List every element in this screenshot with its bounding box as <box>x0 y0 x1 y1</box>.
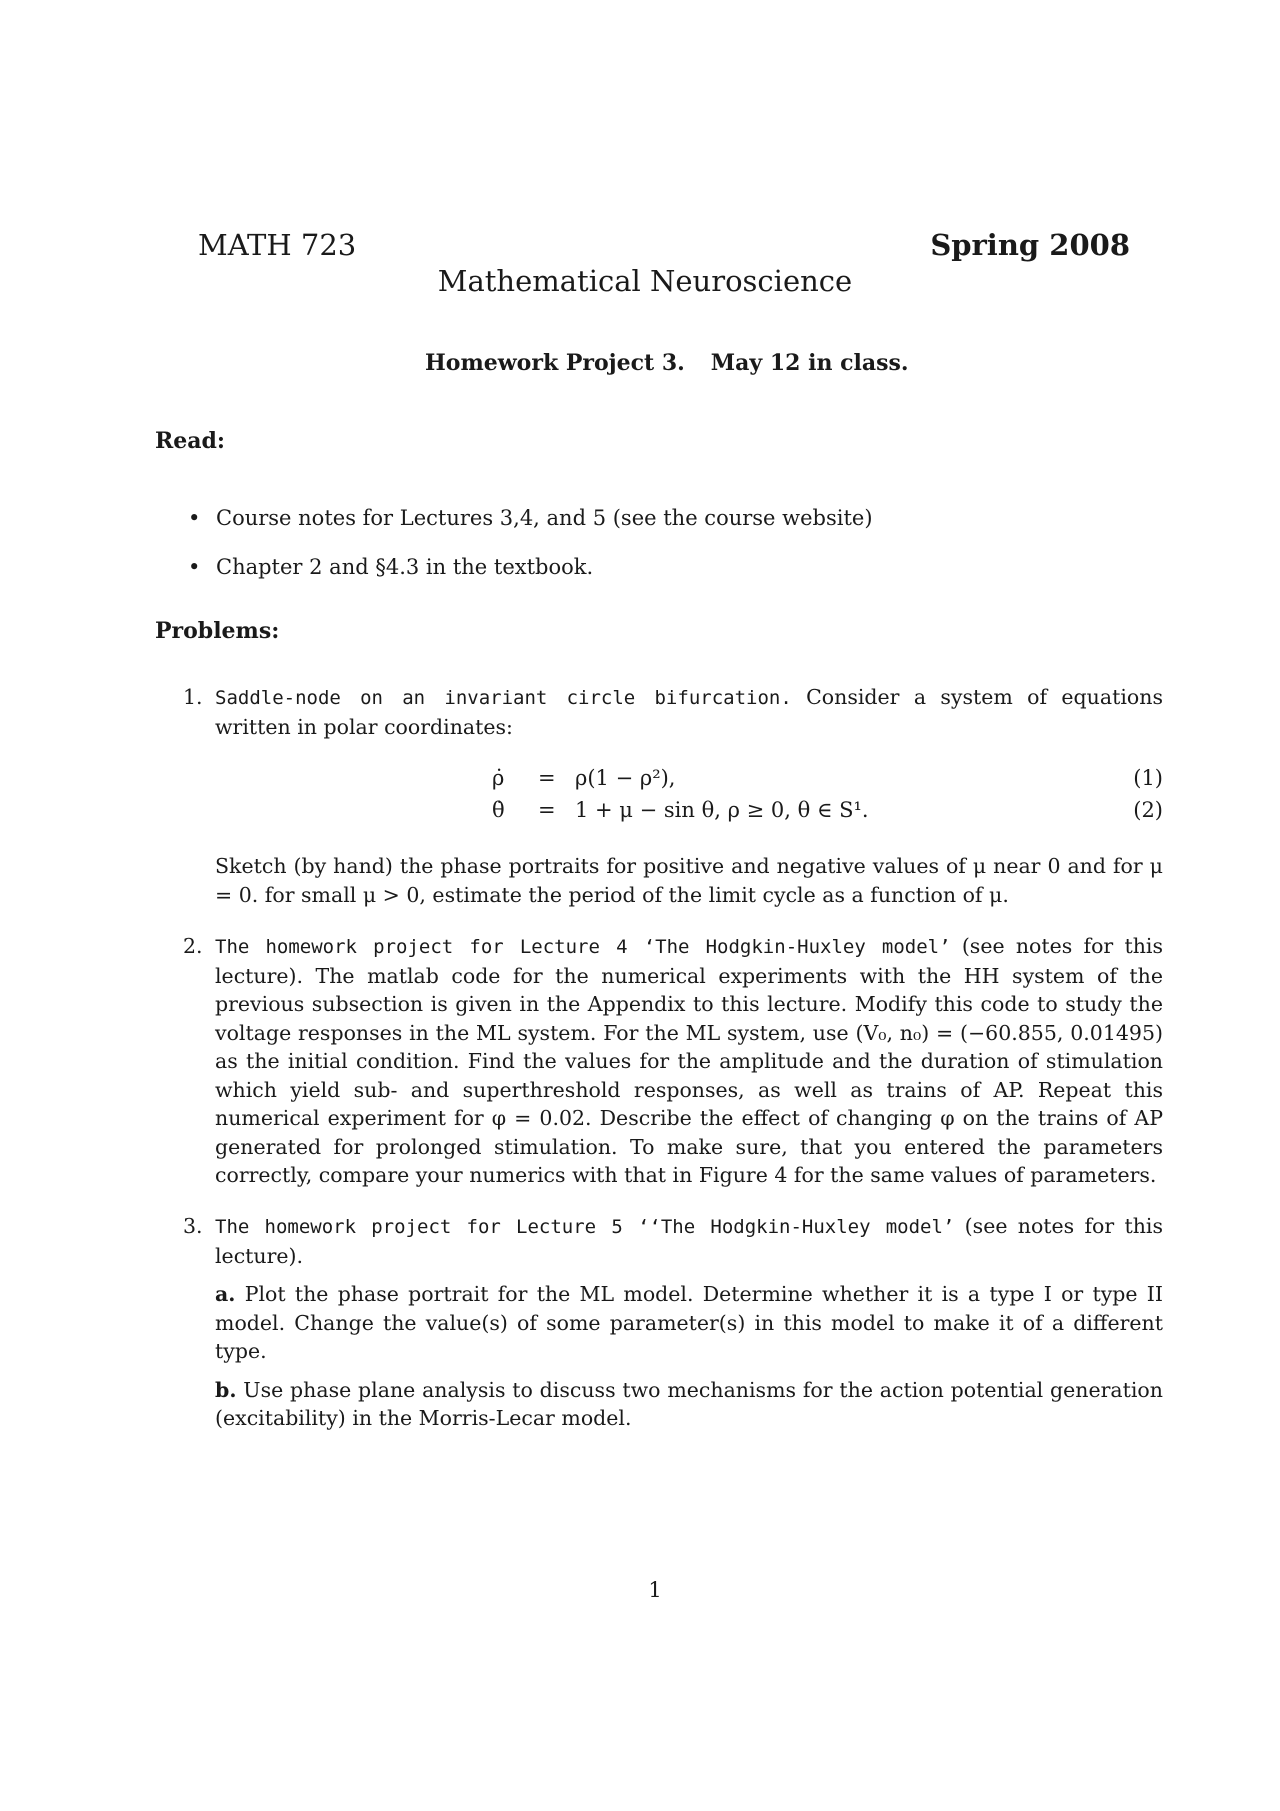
equation-1-lhs: ρ̇ <box>492 766 505 790</box>
problem-1-text <box>183 852 1163 909</box>
problem-3b <box>215 1376 1163 1433</box>
page-number: 1 <box>648 1578 662 1602</box>
bullet-icon: • <box>188 506 201 530</box>
subpart-label: b. <box>215 1377 237 1402</box>
equation-2-number: (2) <box>1133 798 1163 822</box>
problem-1 <box>183 683 1163 741</box>
problem-number: 2. <box>183 934 203 958</box>
problem-3a <box>215 1280 1163 1366</box>
course-code: MATH 723 <box>198 228 357 262</box>
problem-title: The homework project for Lecture 4 ‘The Hodgkin-Huxley model’ <box>215 936 951 958</box>
equation-2-sign: = <box>538 798 556 822</box>
equation-2-rhs: 1 + μ − sin θ, ρ ≥ 0, θ ∈ S¹. <box>575 798 869 822</box>
problem-2 <box>183 932 1163 1190</box>
subpart-text: Plot the phase portrait for the ML model. Determine whether it is a type I or type II model. Change the value(s) of some parameter(s) in this model to make it of a different type. <box>215 1282 1163 1363</box>
read-item: • Chapter 2 and §4.3 in the textbook. <box>188 543 873 592</box>
read-list <box>188 494 873 592</box>
problem-text: (see notes for this lecture). <box>215 1214 1163 1268</box>
course-title: Mathematical Neuroscience <box>437 264 853 298</box>
homework-title: Homework Project 3. <box>425 350 685 376</box>
read-heading: Read: <box>155 428 226 454</box>
problems-heading: Problems: <box>155 618 280 644</box>
subpart-text: Use phase plane analysis to discuss two mechanisms for the action potential generation (excitability) in the Morris-Lecar model. <box>215 1377 1163 1430</box>
problem-3 <box>183 1212 1163 1433</box>
problem-number: 3. <box>183 1214 203 1238</box>
equation-2-lhs: θ̇ <box>492 798 505 822</box>
problem-title: The homework project for Lecture 5 ‘‘The Hodgkin-Huxley model’ <box>215 1216 955 1238</box>
due-date: May 12 in class. <box>710 350 909 376</box>
problem-intro: Consider a system of equations written in polar coordinates: <box>215 685 1163 739</box>
equation-1-rhs: ρ(1 − ρ²), <box>575 766 676 790</box>
equation-1-number: (1) <box>1133 766 1163 790</box>
read-item: • Course notes for Lectures 3,4, and 5 (see the course website) <box>188 494 873 543</box>
problem-text: Sketch (by hand) the phase portraits for positive and negative values of μ near 0 and for μ = 0. for small μ > 0, estimate the period of the limit cycle as a function of μ. <box>215 854 1163 907</box>
problem-title: Saddle-node on an invariant circle bifurcation. <box>215 687 792 709</box>
bullet-icon: • <box>188 555 201 579</box>
problem-number: 1. <box>183 685 203 709</box>
equation-1-sign: = <box>538 766 556 790</box>
homework-heading <box>425 350 909 376</box>
subpart-label: a. <box>215 1282 236 1306</box>
problem-text: (see notes for this lecture). The matlab code for the numerical experiments with the HH system of the previous subsection is given in the Appendix to this lecture. Modify this code to study the voltage responses in the ML system. For the ML system, use (V₀, n₀) = (−60.855, 0.01495) as the initial condition. Find the values for the amplitude and the duration of stimulation which yield sub- and superthreshold responses, as well as trains of AP. Repeat this numerical experiment for φ = 0.02. Describe the effect of changing φ on the trains of AP generated for prolonged stimulation. To make sure, that you entered the parameters correctly, compare your numerics with that in Figure 4 for the same values of parameters. <box>215 934 1163 1187</box>
term-label: Spring 2008 <box>930 228 1130 262</box>
